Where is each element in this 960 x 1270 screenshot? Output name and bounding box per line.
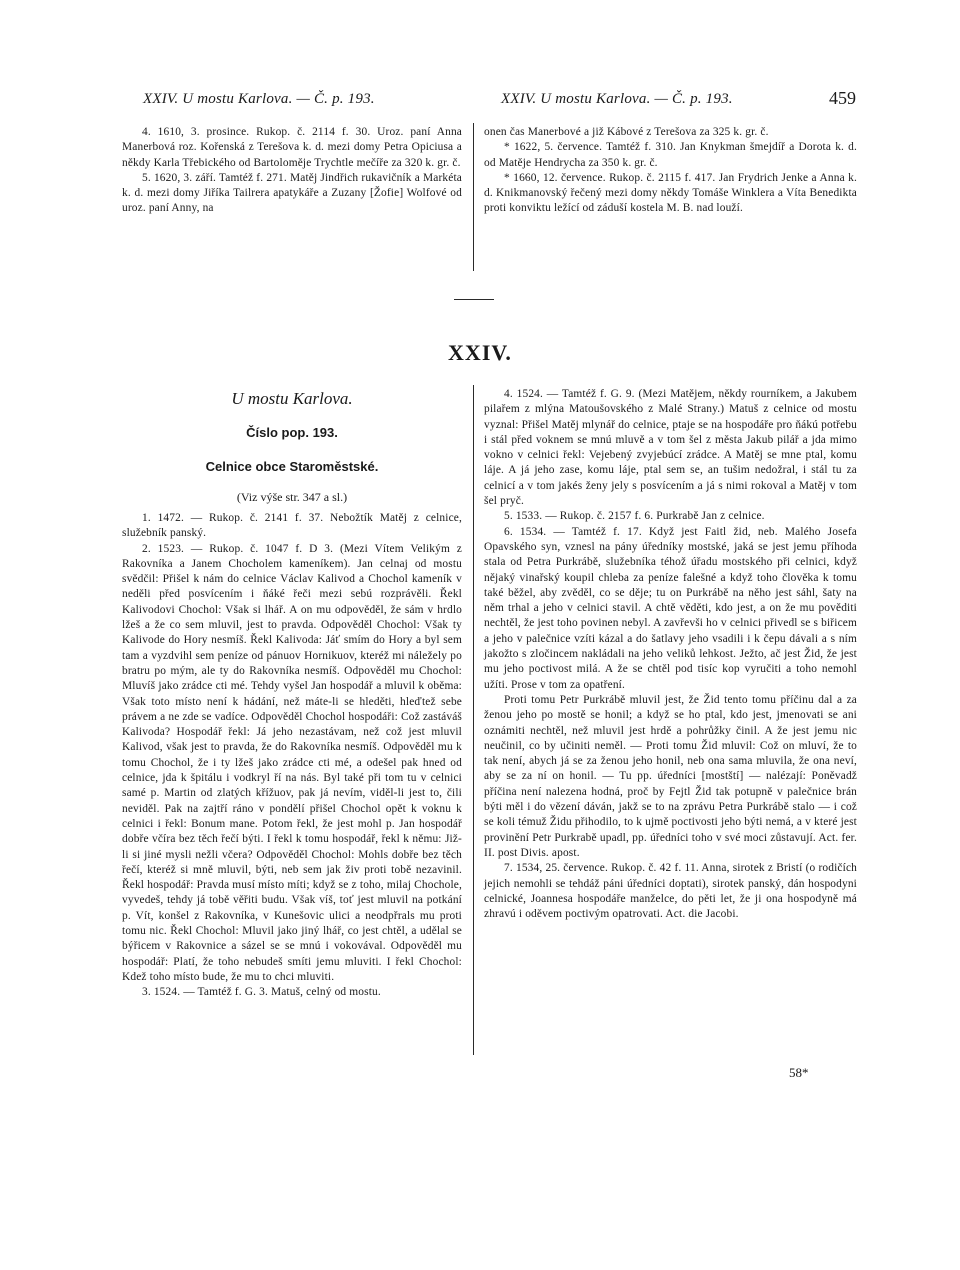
- entry-paragraph: * 1622, 5. července. Tamtéž f. 310. Jan Knykman šmejdíř a Dorota k. d. od Matěje Hendrycha za 350 k. gr. č.: [484, 141, 857, 169]
- entry-paragraph: 1. 1472. — Rukop. č. 2141 f. 37. Nebožtík Matěj z celnice, služebník panský.: [122, 512, 462, 540]
- entry-paragraph: 4. 1610, 3. prosince. Rukop. č. 2114 f. 30. Uroz. paní Anna Manerbová roz. Kořenská z Terešova k. d. mezi domy Petra Opiciusa a někdy Karla Třebického od Bartoloměje Trychtle mečíře za 320 k. gr. č.: [122, 126, 462, 169]
- entry-paragraph-continued: onen čas Manerbové a již Kábové z Terešova za 325 k. gr. č.: [484, 126, 769, 138]
- page-number: 459: [829, 88, 856, 108]
- column-divider-top: [473, 123, 474, 271]
- section-title: U mostu Karlova.: [231, 389, 353, 408]
- column-divider-bottom: [473, 385, 474, 1055]
- entry-paragraph: * 1660, 12. července. Rukop. č. 2115 f. 417. Jan Frydrich Jenke a Anna k. d. Knikmanovský řečený mezi domy někdy Tomáše Winklera a Víta Benedikta proti konviktu ležící od záduší kostela M. B. nad louží.: [484, 171, 857, 215]
- bottom-right-column: [484, 387, 857, 922]
- section-number: XXIV.: [448, 340, 512, 365]
- building-name: Celnice obce Staroměstské.: [205, 459, 379, 474]
- entry-paragraph: 5. 1533. — Rukop. č. 2157 f. 6. Purkrabě Jan z celnice.: [504, 510, 765, 523]
- entry-paragraph: 5. 1620, 3. září. Tamtéž f. 271. Matěj Jindřich rukavičník a Markéta k. d. mezi domy Jiříka Tailrera apatykáře a Zuzany [Žofie] Wolfové od uroz. paní Anny, na: [122, 171, 462, 215]
- running-header-left: XXIV. U mostu Karlova. — Č. p. 193.: [143, 91, 375, 107]
- cross-reference: (Viz výše str. 347 a sl.): [236, 490, 348, 504]
- entry-paragraph: 2. 1523. — Rukop. č. 1047 f. D 3. (Mezi Vítem Velikým z Rakovníka a Janem Chocholem kameníkem). Jan celnaj od mostu svědčil: Přišel k nám do celnice Václav Kalivod a Chochol kameník v neděli před posvícením i ňáké řeči mezi sebú rozprávěli. Řekl Kalivodovi Chochol: Však si lhář. A on mu odpověděl, že sám v hrdlo lžeš a že co sem mluvil, jest to pravda. Odpověděl Chochol: Však ty Kalivode do Hory nesmíš. Řekl Kalivoda: Jáť smím do Hory a byl sem tam a vyzdvihl sem peníze od pánuov Hornikuov, kteréž mi náležely po bratru po mým, ale ty do Rakovníka nesmíš. Odpověděl mu Chochol: Mluvíš jako zrádce cti mé. Tehdy vyšel Jan hospodář a mluvil k oběma: Však toto místo není k hádání, než máte-li se hleděti, hleďtež sebe právem a ne zde se vadíce. Odpověděl Chochol hospodáři: Což zastáváš Kalivoda? Hospodář řekl: Já jeho nezastávam, než což jest mluvil Kalivod, však jest to pravda, že do Rakovníka nesmíš. Odpověděl mu k tomu Chochol, že i ty lžeš jako zrádce cti mé, a odešel pak hned od celnice, jda k špitálu i vodkryl ří na nás. Byl také při tom tu v celnici samé p. Martin od zlatých křížuov, pak já nevím, viděl-li jest to, čili neviděl. Pak na zajtří ráno v pondělí přišel Chochol opět k voknu k celnici i řekl: Bonum mane. Potom řekl, že jest mohl p. Jan hospodář dobře včíra bez těch řečí býti. I řekl k tomu hospodář, řekl k němu: Již-li si jiné mysli nežli včera? Odpověděl Chochol: Mohls dobře bez těch řečí, kteréž si mně mluvil, býti, neb sem jak živ proti tobě nezavinil. Řekl hospodář: Pravda musí místo míti; když se z toho, milaj Chochole, vyvedeš, tehdy já tobě věřiti budu. Však víš, toť jest mluvil na potkání p. Vít, konšel z Rakovníka, v Kunešovic ulici a neodpřrals mu proti tomu nic. Řekl Chochol: Mluvil jako jiný lhář, co jest chtěl, a udělal se býřicem v Rakovnice a sázel se se mnú i vokovával. Odpověděl mu hospodář: Platí, že toho nebudeš smíti jemu mluviti. I řekl Chochol: Kdež toho místo bude, že mu to chci mluviti.: [122, 542, 462, 983]
- printer-signature: 58*: [789, 1065, 809, 1080]
- top-right-column: [484, 125, 857, 217]
- entry-paragraph: 3. 1524. — Tamtéž f. G. 3. Matuš, celný od mostu.: [142, 986, 381, 999]
- entry-paragraph: Proti tomu Petr Purkrábě mluvil jest, že Žid tento tomu příčinu dal a za ženou jeho po mostě se honil; a když se ho ptal, kdo jest, jmenovati se ani oznámiti nechtěl, než mluvil jest hrdě a pohrůžky činil. A že jest jemu nic neučinil, co by učiniti neměl. — Proti tomu Žid mluvil: Což on mluví, že to tak není, abych já se za ženou jeho honil, neb ona sama mluvila, že ona neví, aby se za ní on honil. — Tu pp. úředníci [mostští] — nalézají: Poněvadž příčina není nalezena hodná, proč by Fejtl Žid tak potupně v palečnice brán býti měl i do vězení dáván, jakž se to na zprávu Petra Purkrábě stalo — i což se koli témuž Židu přihodilo, to k ujmě poctivosti jeho býti nemá, a v které jest provinění Petr Purkrabě upadl, pp. úředníci toho v své moci zůstavují. Act. fer. II. post Divis. apost.: [484, 693, 857, 859]
- entry-paragraph: 6. 1534. — Tamtéž f. 17. Když jest Faitl žid, neb. Malého Josefa Opavského syn, vznesl na pány úředníky mostské, jaká se jest jemu příhoda stala od Petra Purkrábě, služebníka téhož úřadu mostského při celnici, když nějaký vinařský koupil chleba za peníze falešné a když toho člověka k tomu také běžel, aby zvěděl, co se děje; tu on Purkrábě na něho jest sáhl, šaty na něm trhal a jeho v celnici stavil. A chtě věděti, kdo jest, a on že mu pověditi nechtěl, že jest toho povinen nebyl. A zavřevši ho v celnici přivedl se s biřicem a jeho v palečnice vzíti kázal a do šatlavy jeho vsadili i k čepu dávali a s ním jakožto s zločincem nakládali na jeho veliků lehkost. Ježto, ač jest Žid, že jest mu jeho poctivost milá. A že se chtěl pod tisíc kop vyručiti a toho nemohl užíti. Prose v tom za opatření.: [484, 525, 857, 691]
- conscription-number: Číslo pop. 193.: [246, 425, 338, 440]
- entry-paragraph: 4. 1524. — Tamtéž f. G. 9. (Mezi Matějem, někdy rourníkem, a Jakubem pilařem z mlýna Matoušovského z Malé Strany.) Matuš z celnice od mostu vyznal: Přišel Matěj mlynář do celnice, ptaje se na hospodáře pro ňákú potřebu i stál před voknem se mnú mluvě a v tom šel z města Jakub pilář a jda mimo vokno v celnici řekl: Vejebený zvyjebúcí zrádce. A Matěj se mne ptal, komu láje. A já jeho zase, komu láje, ptal sem se, an tušim nedožral, i stál tu za celnicí a v tom jakés ženy jely s posvícením a já s nimi rokoval a Matěj v tom šel pryč.: [484, 388, 857, 508]
- top-left-column: [122, 125, 462, 217]
- running-header-right: XXIV. U mostu Karlova. — Č. p. 193.: [501, 91, 733, 107]
- section-separator-rule: [454, 299, 494, 300]
- bottom-left-column: [122, 511, 462, 1001]
- entry-paragraph: 7. 1534, 25. července. Rukop. č. 42 f. 11. Anna, sirotek z Bristí (o rodičích jejich nemohli se tehdáž páni úředníci doptati), sirotek panský, dán hospodyni celnické, Joannesa hospodáře manželce, do pěti let, že ji ona hospodyně má zhravú i oděvem poctivým opatrovati. Act. die Jacobi.: [484, 862, 857, 921]
